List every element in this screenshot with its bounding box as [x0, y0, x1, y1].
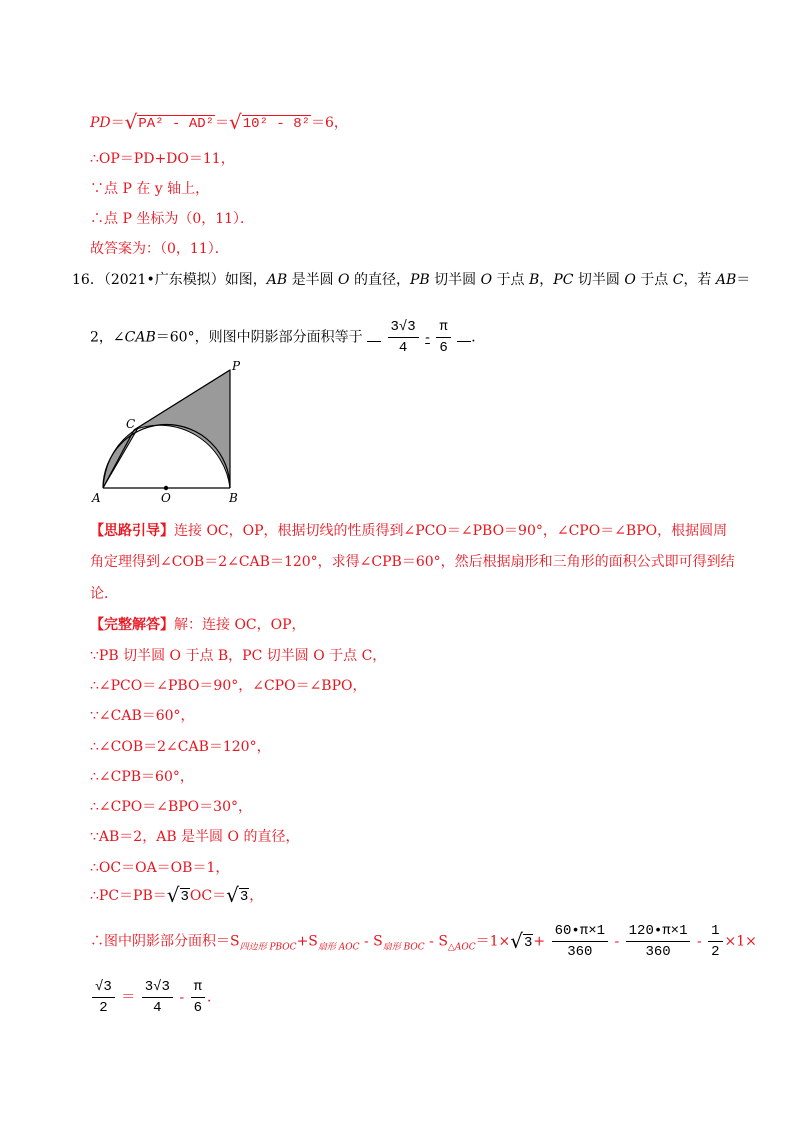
label-c: C: [126, 417, 136, 431]
solution-step: ∴∠CPB＝60°，: [90, 769, 194, 785]
axis-line: ∵点 P 在 y 轴上，: [90, 181, 210, 197]
answer-frac-1: $\frac{3√3}{4}$: [388, 318, 419, 357]
answer-frac-2: $\frac{\pi}{6}$: [436, 318, 450, 357]
solution-intro: 【完整解答】解：连接 OC，OP，: [90, 617, 306, 633]
q16-stem: 16．（2021•广东模拟）如图，AB 是半圆 O 的直径，PB 切半圆 O 于点 B，PC 切半圆 O 于点 C，若 AB＝: [72, 272, 751, 288]
solution-tag: 【完整解答】: [90, 617, 174, 633]
op-line: ∴OP＝PD+DO＝11，: [90, 151, 235, 167]
pd-equation: PD＝√PA² - AD²＝√10² - 8²＝6，: [90, 110, 348, 134]
frac-pi-over-6: $\frac{\pi}{6}$: [191, 978, 205, 1017]
label-o: O: [161, 491, 171, 505]
hint-line-1: 【思路引导】连接 OC，OP，根据切线的性质得到∠PCO＝∠PBO＝90°，∠CPO＝∠BPO，根据圆周: [90, 523, 728, 539]
pc-pb-line: ∴PC＝PB＝√3OC＝√3，: [90, 883, 264, 907]
solution-step: ∵AB＝2，AB 是半圆 O 的直径，: [90, 829, 300, 845]
final-result-line: $\frac{√3}{2}$ ＝ $\frac{3√3}{4}$ - $\frac{\pi}{6}$ ．: [90, 978, 221, 1017]
frac-sqrt3-over-2: $\frac{√3}{2}$: [92, 978, 115, 1017]
solution-step: ∵PB 切半圆 O 于点 B，PC 切半圆 O 于点 C，: [90, 648, 387, 664]
solution-step: ∴OC＝OA＝OB＝1，: [90, 860, 230, 876]
label-b: B: [229, 491, 238, 505]
hint-line-3: 论．: [90, 586, 118, 602]
frac-half: $\frac{1}{2}$: [708, 922, 722, 961]
solution-step: ∴∠PCO＝∠PBO＝90°，∠CPO＝∠BPO，: [90, 678, 367, 694]
frac-sector-boc: $\frac{120•\pi\times 1}{360}$: [626, 922, 691, 961]
center-point-o: [164, 486, 168, 490]
area-line: ∴图中阴影部分面积$=S_{四边形 PBOC}+S_{扇形 AOC} - S_{扇形 BOC} - S_{\triangle AOC}=1\times√3+$ $\frac{60•\pi\times 1}{360}$ - $\frac{120•\pi\times 1}{360}$ - $\frac{1}{2}$ ×1×: [90, 923, 757, 960]
hint-line-2: 角定理得到∠COB＝2∠CAB＝120°，求得∠CPB＝60°，然后根据扇形和三角形的面积公式即可得到结: [90, 554, 735, 570]
segment-ac: [103, 430, 134, 488]
solution-step: ∵∠CAB＝60°，: [90, 708, 195, 724]
solution-step: ∴∠COB＝2∠CAB＝120°，: [90, 739, 271, 755]
label-a: A: [92, 491, 101, 505]
q16-stem-line2: 2，∠CAB＝60°，则图中阴影部分面积等于 $\frac{3√3}{4}$ - $\frac{\pi}{6}$ ．: [90, 319, 486, 356]
semicircle-figure: [88, 358, 258, 506]
answer-line: 故答案为：（0，11）．: [90, 241, 229, 257]
label-p: P: [232, 359, 241, 373]
solution-step: ∴∠CPO＝∠BPO＝30°，: [90, 799, 252, 815]
frac-3sqrt3-over-4: $\frac{3√3}{4}$: [142, 978, 173, 1017]
coord-line: ∴点 P 坐标为（0，11）．: [90, 211, 255, 227]
frac-sector-aoc: $\frac{60•\pi\times 1}{360}$: [552, 922, 608, 961]
hint-tag: 【思路引导】: [90, 523, 174, 539]
shaded-region-right: [134, 370, 230, 488]
